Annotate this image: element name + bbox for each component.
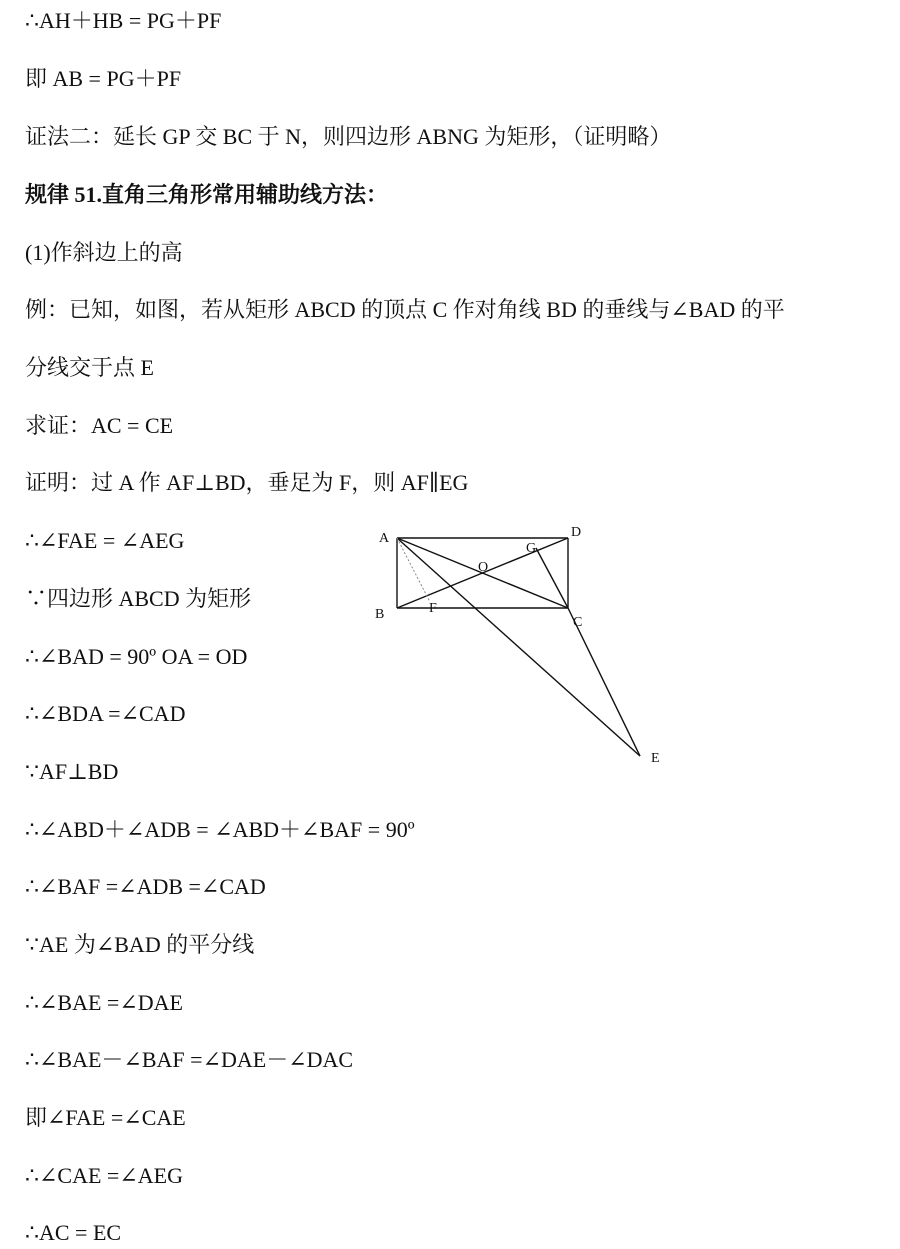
text-line-18: ∴∠BAE =∠DAE bbox=[25, 990, 183, 1015]
segment-ce bbox=[568, 608, 640, 756]
text-line-1: ∴AH＋HB = PG＋PF bbox=[25, 8, 222, 33]
label-e: E bbox=[651, 751, 660, 766]
segment-cg bbox=[536, 548, 568, 608]
text-line-10: ∴∠FAE = ∠AEG bbox=[25, 528, 185, 553]
label-c: C bbox=[573, 615, 583, 630]
text-line-15: ∴∠ABD＋∠ADB = ∠ABD＋∠BAF = 90º bbox=[25, 817, 415, 842]
text-line-19: ∴∠BAE－∠BAF =∠DAE－∠DAC bbox=[25, 1047, 354, 1072]
text-line-8: 求证：AC = CE bbox=[25, 413, 174, 438]
text-line-21: ∴∠CAE =∠AEG bbox=[25, 1163, 183, 1188]
label-b: B bbox=[375, 607, 385, 622]
text-line-3: 证法二：延长 GP 交 BC 于 N，则四边形 ABNG 为矩形，（证明略） bbox=[25, 124, 672, 149]
text-line-7: 分线交于点 E bbox=[25, 355, 154, 380]
segment-af bbox=[397, 538, 430, 602]
segment-ae bbox=[397, 538, 640, 756]
label-d: D bbox=[571, 525, 582, 540]
text-line-14: ∵AF⊥BD bbox=[25, 759, 119, 784]
label-f: F bbox=[429, 601, 437, 616]
text-line-12: ∴∠BAD = 90º OA = OD bbox=[25, 644, 248, 669]
text-line-11: ∵四边形 ABCD 为矩形 bbox=[25, 586, 252, 611]
text-line-16: ∴∠BAF =∠ADB =∠CAD bbox=[25, 874, 266, 899]
text-line-5: (1)作斜边上的高 bbox=[25, 240, 183, 265]
rule-heading: 规律 51.直角三角形常用辅助线方法： bbox=[25, 182, 389, 207]
geometry-figure bbox=[368, 520, 668, 770]
text-line-9: 证明：过 A 作 AF⊥BD，垂足为 F，则 AF∥EG bbox=[25, 470, 469, 495]
text-line-22: ∴AC = EC bbox=[25, 1220, 122, 1245]
label-o: O bbox=[478, 560, 489, 575]
text-line-6: 例：已知，如图，若从矩形 ABCD 的顶点 C 作对角线 BD 的垂线与∠BAD 的平 bbox=[25, 297, 785, 322]
label-a: A bbox=[379, 531, 390, 546]
text-line-2: 即 AB = PG＋PF bbox=[25, 66, 182, 91]
label-g: G bbox=[526, 541, 537, 556]
text-line-13: ∴∠BDA =∠CAD bbox=[25, 701, 186, 726]
text-line-17: ∵AE 为∠BAD 的平分线 bbox=[25, 932, 255, 957]
text-line-20: 即∠FAE =∠CAE bbox=[25, 1105, 186, 1130]
